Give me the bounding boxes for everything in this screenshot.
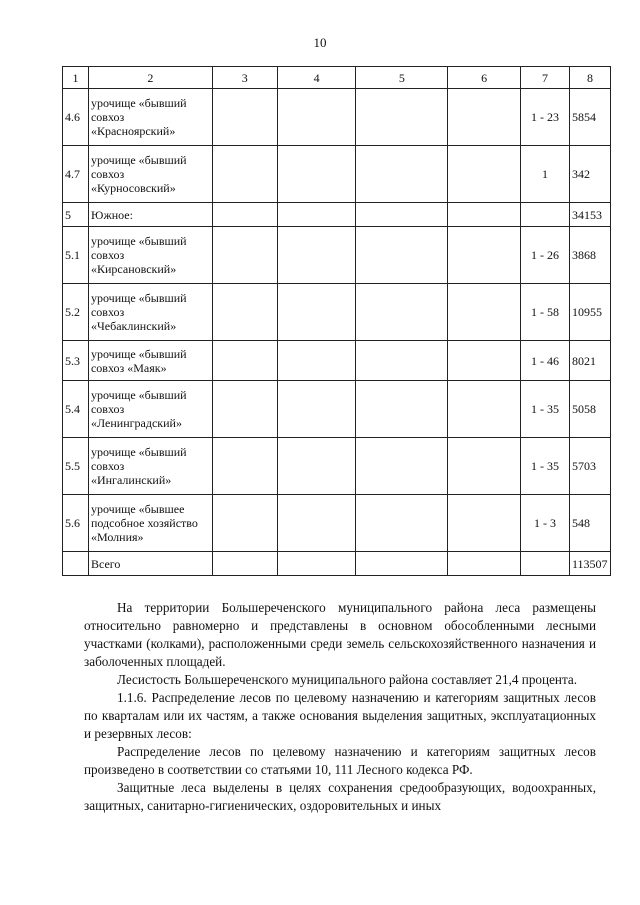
table-row bbox=[63, 284, 611, 341]
empty-cell bbox=[212, 381, 277, 438]
area-cell: 3868 bbox=[569, 227, 610, 284]
empty-cell bbox=[212, 89, 277, 146]
tract-name-line: «Красноярский» bbox=[90, 124, 176, 138]
tract-name-cell bbox=[88, 146, 212, 203]
empty-cell bbox=[356, 438, 448, 495]
empty-cell bbox=[356, 227, 448, 284]
empty-cell bbox=[277, 438, 356, 495]
quarter-range-cell: 1 - 58 bbox=[521, 284, 570, 341]
area-cell: 34153 bbox=[569, 203, 610, 227]
area-cell: 8021 bbox=[569, 341, 610, 381]
header-cell: 8 bbox=[569, 67, 610, 89]
area-cell: 10955 bbox=[569, 284, 610, 341]
empty-cell bbox=[212, 495, 277, 552]
tract-name-line: совхоз bbox=[90, 402, 125, 416]
empty-cell bbox=[448, 341, 521, 381]
area-cell: 548 bbox=[569, 495, 610, 552]
tract-name-cell bbox=[88, 552, 212, 576]
empty-cell bbox=[212, 146, 277, 203]
area-cell: 5854 bbox=[569, 89, 610, 146]
empty-cell bbox=[212, 552, 277, 576]
quarter-range-cell bbox=[521, 552, 570, 576]
tract-name-line: «Чебаклинский» bbox=[90, 319, 177, 333]
tract-name-line: урочище «бывший bbox=[90, 234, 187, 248]
empty-cell bbox=[448, 495, 521, 552]
empty-cell bbox=[277, 381, 356, 438]
row-number-cell: 5.3 bbox=[63, 341, 89, 381]
page-number: 10 bbox=[313, 35, 327, 50]
empty-cell bbox=[356, 341, 448, 381]
table-row bbox=[63, 227, 611, 284]
quarter-range-cell: 1 - 46 bbox=[521, 341, 570, 381]
area-cell: 342 bbox=[569, 146, 610, 203]
quarter-range-cell: 1 - 35 bbox=[521, 438, 570, 495]
area-cell: 113507 bbox=[569, 552, 610, 576]
tract-name-cell bbox=[88, 495, 212, 552]
empty-cell bbox=[212, 341, 277, 381]
empty-cell bbox=[277, 146, 356, 203]
forest-table bbox=[62, 66, 611, 576]
quarter-range-cell: 1 - 35 bbox=[521, 381, 570, 438]
empty-cell bbox=[277, 227, 356, 284]
empty-cell bbox=[212, 284, 277, 341]
row-number-cell: 5.2 bbox=[63, 284, 89, 341]
empty-cell bbox=[212, 227, 277, 284]
table-row bbox=[63, 203, 611, 227]
body-text bbox=[84, 599, 596, 815]
quarter-range-cell bbox=[521, 203, 570, 227]
paragraph: На территории Большереченского муниципального района леса размещены относительно равномерно и представлены в основном обособленными лесными участками (колками), расположенными среди земель сельскохозяйственного назначения и заболоченных площадей. bbox=[84, 600, 596, 669]
tract-name-line: совхоз bbox=[90, 110, 125, 124]
empty-cell bbox=[356, 552, 448, 576]
empty-cell bbox=[277, 284, 356, 341]
tract-name-line: «Кирсановский» bbox=[90, 262, 177, 276]
header-cell: 5 bbox=[356, 67, 448, 89]
empty-cell bbox=[277, 552, 356, 576]
tract-name-line: «Молния» bbox=[90, 530, 144, 544]
tract-name-line: урочище «бывший bbox=[90, 445, 187, 459]
empty-cell bbox=[356, 284, 448, 341]
empty-cell bbox=[277, 89, 356, 146]
empty-cell bbox=[356, 495, 448, 552]
tract-name-line: урочище «бывшее bbox=[90, 502, 185, 516]
header-cell: 6 bbox=[448, 67, 521, 89]
table-header-row bbox=[63, 67, 611, 89]
empty-cell bbox=[356, 203, 448, 227]
tract-name-cell bbox=[88, 227, 212, 284]
paragraph: 1.1.6. Распределение лесов по целевому назначению и категориям защитных лесов по кварталам или их частям, а также основания выделения защитных, эксплуатационных и резервных лесов: bbox=[84, 690, 596, 741]
table-row bbox=[63, 381, 611, 438]
tract-name-line: урочище «бывший bbox=[90, 96, 187, 110]
tract-name-cell bbox=[88, 381, 212, 438]
tract-name-line: «Курносовский» bbox=[90, 181, 176, 195]
tract-name-cell bbox=[88, 438, 212, 495]
tract-name-line: совхоз «Маяк» bbox=[90, 360, 167, 375]
tract-name-line: подсобное хозяйство bbox=[90, 516, 198, 530]
table-row bbox=[63, 552, 611, 576]
empty-cell bbox=[356, 146, 448, 203]
tract-name-line: урочище «бывший bbox=[90, 346, 187, 361]
empty-cell bbox=[448, 381, 521, 438]
area-cell: 5058 bbox=[569, 381, 610, 438]
row-number-cell: 5.5 bbox=[63, 438, 89, 495]
empty-cell bbox=[448, 89, 521, 146]
empty-cell bbox=[356, 89, 448, 146]
quarter-range-cell: 1 - 23 bbox=[521, 89, 570, 146]
tract-name-line: урочище «бывший bbox=[90, 291, 187, 305]
header-cell: 2 bbox=[88, 67, 212, 89]
tract-name-line: Южное: bbox=[90, 207, 133, 222]
tract-name-line: совхоз bbox=[90, 459, 125, 473]
header-cell: 4 bbox=[277, 67, 356, 89]
tract-name-line: Всего bbox=[90, 556, 121, 571]
tract-name-line: «Ингалинский» bbox=[90, 473, 172, 487]
table-row bbox=[63, 495, 611, 552]
row-number-cell: 5 bbox=[63, 203, 89, 227]
empty-cell bbox=[448, 284, 521, 341]
tract-name-cell bbox=[88, 203, 212, 227]
tract-name-cell bbox=[88, 89, 212, 146]
empty-cell bbox=[448, 438, 521, 495]
row-number-cell: 4.6 bbox=[63, 89, 89, 146]
tract-name-line: совхоз bbox=[90, 167, 125, 181]
header-cell: 7 bbox=[521, 67, 570, 89]
empty-cell bbox=[277, 495, 356, 552]
empty-cell bbox=[356, 381, 448, 438]
quarter-range-cell: 1 - 26 bbox=[521, 227, 570, 284]
empty-cell bbox=[448, 227, 521, 284]
quarter-range-cell: 1 bbox=[521, 146, 570, 203]
paragraph: Распределение лесов по целевому назначению и категориям защитных лесов произведено в соответствии со статьями 10, 111 Лесного кодекса РФ. bbox=[84, 744, 596, 777]
empty-cell bbox=[448, 552, 521, 576]
row-number-cell bbox=[63, 552, 89, 576]
table-body bbox=[63, 89, 611, 576]
row-number-cell: 5.1 bbox=[63, 227, 89, 284]
tract-name-line: совхоз bbox=[90, 305, 125, 319]
empty-cell bbox=[277, 341, 356, 381]
empty-cell bbox=[212, 438, 277, 495]
area-cell: 5703 bbox=[569, 438, 610, 495]
tract-name-line: совхоз bbox=[90, 248, 125, 262]
paragraph: Защитные леса выделены в целях сохранения средообразующих, водоохранных, защитных, санитарно-гигиенических, оздоровительных и иных bbox=[84, 780, 596, 813]
table-row bbox=[63, 89, 611, 146]
table-row bbox=[63, 438, 611, 495]
empty-cell bbox=[448, 146, 521, 203]
row-number-cell: 4.7 bbox=[63, 146, 89, 203]
tract-name-line: урочище «бывший bbox=[90, 388, 187, 402]
header-cell: 3 bbox=[212, 67, 277, 89]
paragraph: Лесистость Большереченского муниципального района составляет 21,4 процента. bbox=[117, 672, 578, 687]
tract-name-line: урочище «бывший bbox=[90, 153, 187, 167]
table-row bbox=[63, 146, 611, 203]
empty-cell bbox=[448, 203, 521, 227]
tract-name-cell bbox=[88, 341, 212, 381]
table-row bbox=[63, 341, 611, 381]
row-number-cell: 5.4 bbox=[63, 381, 89, 438]
row-number-cell: 5.6 bbox=[63, 495, 89, 552]
tract-name-line: «Ленинградский» bbox=[90, 416, 182, 430]
empty-cell bbox=[277, 203, 356, 227]
empty-cell bbox=[212, 203, 277, 227]
header-cell: 1 bbox=[63, 67, 89, 89]
quarter-range-cell: 1 - 3 bbox=[521, 495, 570, 552]
tract-name-cell bbox=[88, 284, 212, 341]
